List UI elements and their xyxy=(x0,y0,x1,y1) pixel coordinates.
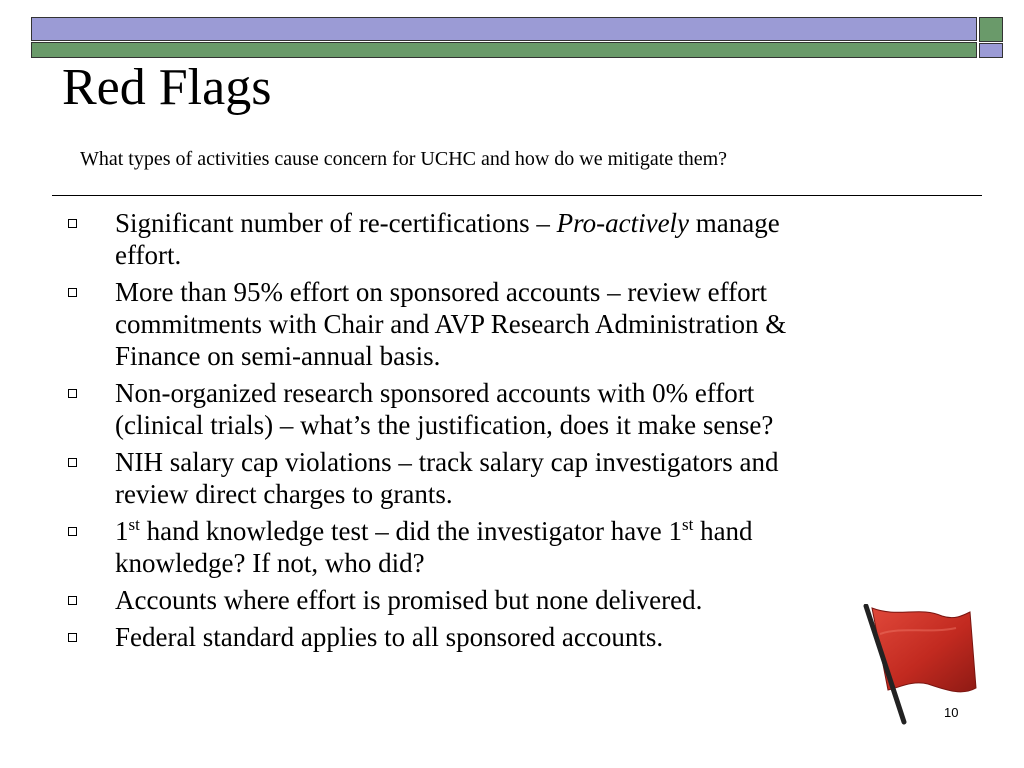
hollow-square-bullet-icon xyxy=(68,596,77,605)
title-divider xyxy=(52,195,982,196)
hollow-square-bullet-icon xyxy=(68,527,77,536)
corner-square-purple xyxy=(979,43,1003,58)
slide-title: Red Flags xyxy=(62,59,272,116)
bullet-line: More than 95% effort on sponsored accounts – review effort xyxy=(115,277,768,307)
bullet-item-salary-cap xyxy=(64,446,974,510)
bullet-line: Finance on semi-annual basis. xyxy=(115,341,441,371)
bullet-item-zero-effort xyxy=(64,377,974,441)
bullet-item-no-effort-delivered xyxy=(64,584,974,616)
hollow-square-bullet-icon xyxy=(68,458,77,467)
hollow-square-bullet-icon xyxy=(68,288,77,297)
hollow-square-bullet-icon xyxy=(68,633,77,642)
bullet-line: Significant number of re-certifications – Pro-actively manage xyxy=(115,208,780,238)
hollow-square-bullet-icon xyxy=(68,219,77,228)
bullet-line: (clinical trials) – what’s the justification, does it make sense? xyxy=(115,410,774,440)
header-band-green xyxy=(31,42,977,58)
red-flag-icon xyxy=(858,604,980,726)
bullet-line: knowledge? If not, who did? xyxy=(115,548,425,578)
bullet-item-recertifications xyxy=(64,207,974,271)
bullet-line: review direct charges to grants. xyxy=(115,479,453,509)
bullet-item-hand-knowledge xyxy=(64,515,974,579)
bullet-list xyxy=(64,207,974,658)
bullet-line: NIH salary cap violations – track salary cap investigators and xyxy=(115,447,779,477)
bullet-item-federal-standard xyxy=(64,621,974,653)
bullet-line: 1st hand knowledge test – did the investigator have 1st hand xyxy=(115,515,753,546)
header-band-purple xyxy=(31,17,977,41)
corner-square-green xyxy=(979,17,1003,42)
bullet-line: Non-organized research sponsored accounts with 0% effort xyxy=(115,378,755,408)
bullet-line: commitments with Chair and AVP Research Administration & xyxy=(115,309,787,339)
bullet-line: Accounts where effort is promised but none delivered. xyxy=(115,585,703,615)
hollow-square-bullet-icon xyxy=(68,389,77,398)
slide-subtitle: What types of activities cause concern for UCHC and how do we mitigate them? xyxy=(80,148,728,170)
bullet-item-effort-commitments xyxy=(64,276,974,372)
bullet-line: effort. xyxy=(115,240,182,270)
bullet-line: Federal standard applies to all sponsored accounts. xyxy=(115,622,664,652)
page-number: 10 xyxy=(944,705,959,720)
